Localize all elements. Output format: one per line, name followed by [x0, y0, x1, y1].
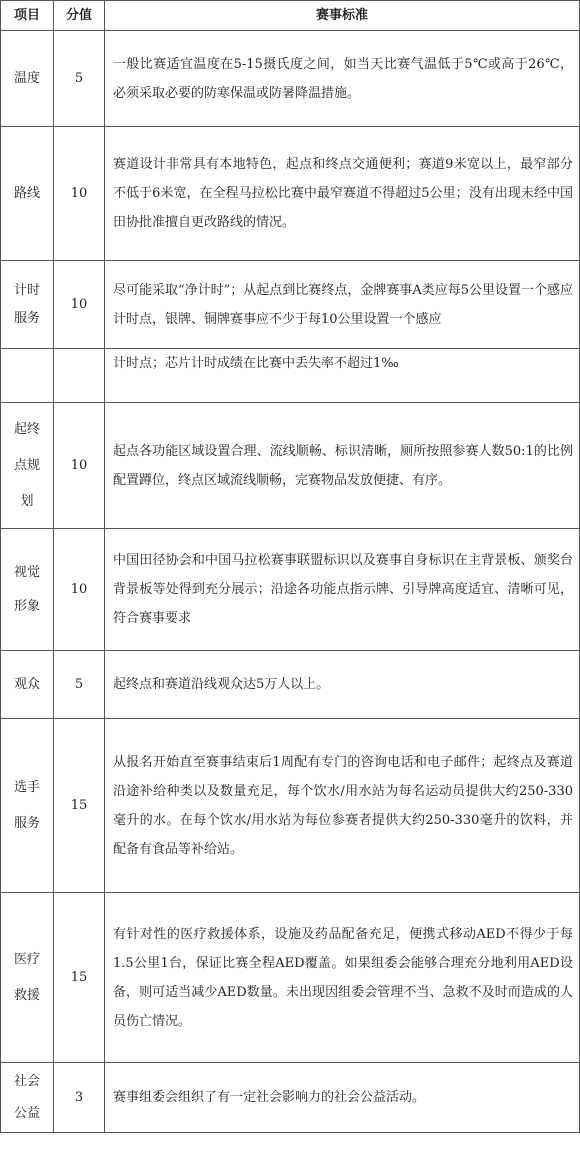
row-item: 社会公益	[1, 1063, 54, 1133]
row-item: 选手服务	[1, 719, 54, 893]
row-score: 10	[54, 403, 105, 529]
header-standard: 赛事标准	[105, 1, 580, 31]
row-standard: 从报名开始直至赛事结束后1周配有专门的咨询电话和电子邮件；起终点及赛道沿途补给种类以及数量充足，每个饮水/用水站为每名运动员提供大约250-330毫升的水。在每个饮水/用水站为每位参赛者提供大约250-330毫升的饮料，并配备有食品等补给站。	[105, 719, 580, 893]
table-row	[1, 529, 580, 651]
row-standard: 计时点；芯片计时成绩在比赛中丢失率不超过1‰	[105, 349, 580, 403]
table-row	[1, 651, 580, 719]
header-item: 项目	[1, 1, 54, 31]
row-standard: 赛事组委会组织了有一定社会影响力的社会公益活动。	[105, 1063, 580, 1133]
table-row	[1, 31, 580, 127]
table-row	[1, 127, 580, 261]
row-item: 温度	[1, 31, 54, 127]
row-item	[1, 349, 54, 403]
row-standard: 起点各功能区域设置合理、流线顺畅、标识清晰，厕所按照参赛人数50:1的比例配置蹲位，终点区域流线顺畅，完赛物品发放便捷、有序。	[105, 403, 580, 529]
row-standard: 起终点和赛道沿线观众达5万人以上。	[105, 651, 580, 719]
table-row	[1, 893, 580, 1063]
row-item: 计时服务	[1, 261, 54, 349]
row-score: 10	[54, 261, 105, 349]
row-score: 10	[54, 127, 105, 261]
table-header-row	[1, 1, 580, 31]
row-item	[1, 403, 54, 529]
row-item: 路线	[1, 127, 54, 261]
row-standard: 赛道设计非常具有本地特色，起点和终点交通便利；赛道9米宽以上，最窄部分不低于6米宽，在全程马拉松比赛中最窄赛道不得超过5公里；没有出现未经中国田协批准擅自更改路线的情况。	[105, 127, 580, 261]
table-row	[1, 719, 580, 893]
table-row	[1, 403, 580, 529]
row-item-text: 起终点规划	[13, 421, 40, 509]
row-standard: 尽可能采取“净计时”；从起点到比赛终点，金牌赛事A类应每5公里设置一个感应计时点，银牌、铜牌赛事应不少于每10公里设置一个感应	[105, 261, 580, 349]
row-item: 视觉形象	[1, 529, 54, 651]
row-score: 5	[54, 651, 105, 719]
row-score: 15	[54, 893, 105, 1063]
table-row	[1, 1063, 580, 1133]
row-standard: 有针对性的医疗救援体系，设施及药品配备充足，便携式移动AED不得少于每1.5公里1台，保证比赛全程AED覆盖。如果组委会能够合理充分地利用AED设备，则可适当减少AED数量。未出现因组委会管理不当、急救不及时而造成的人员伤亡情况。	[105, 893, 580, 1063]
row-score: 5	[54, 31, 105, 127]
header-score: 分值	[54, 1, 105, 31]
row-score: 15	[54, 719, 105, 893]
row-item: 医疗救援	[1, 893, 54, 1063]
row-score: 10	[54, 529, 105, 651]
row-standard: 一般比赛适宜温度在5-15摄氏度之间，如当天比赛气温低于5℃或高于26℃，必须采取必要的防寒保温或防暑降温措施。	[105, 31, 580, 127]
table-row	[1, 349, 580, 403]
row-score	[54, 349, 105, 403]
row-standard: 中国田径协会和中国马拉松赛事联盟标识以及赛事自身标识在主背景板、颁奖台背景板等处得到充分展示；沿途各功能点指示牌、引导牌高度适宜、清晰可见，符合赛事要求	[105, 529, 580, 651]
row-item: 观众	[1, 651, 54, 719]
row-score: 3	[54, 1063, 105, 1133]
table-row	[1, 261, 580, 349]
